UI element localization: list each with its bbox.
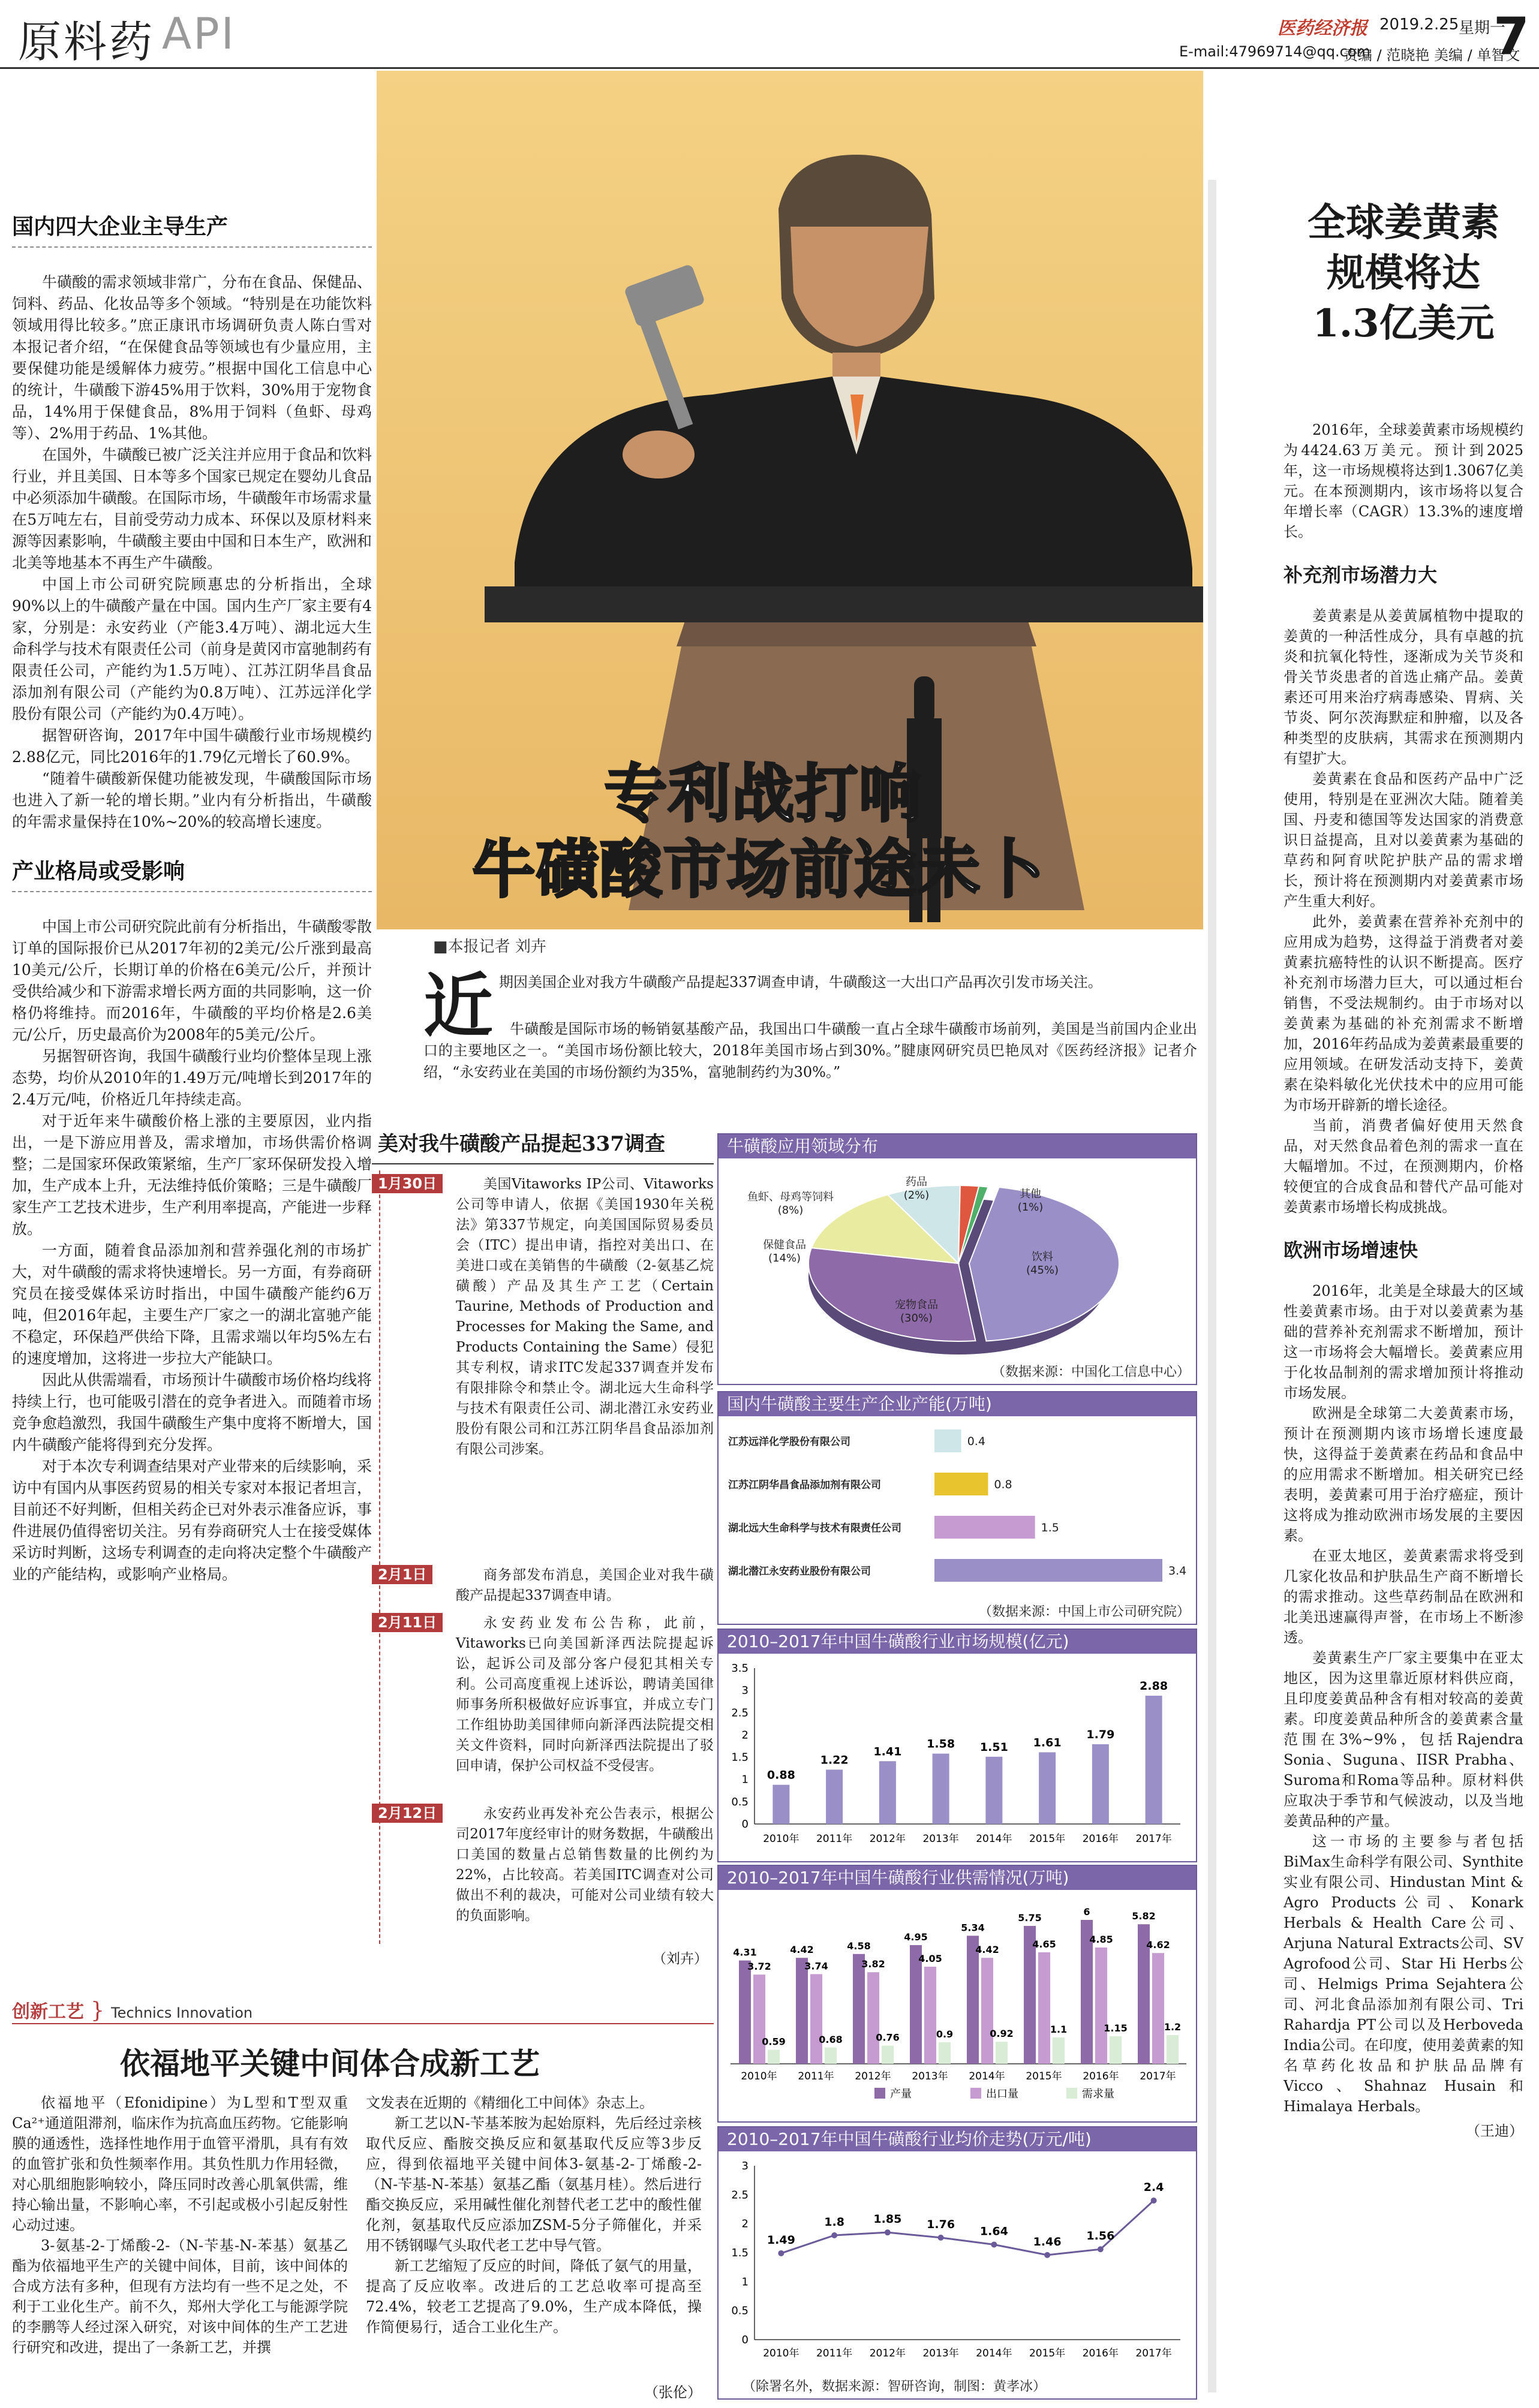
bar-value: 5.82 xyxy=(1132,1910,1156,1922)
process-signoff: （张伦） xyxy=(644,2384,702,2401)
y-tick: 0 xyxy=(741,2334,749,2346)
pie-label: (45%) xyxy=(1026,1264,1059,1277)
byline: ■本报记者 刘卉 xyxy=(433,938,546,956)
bar xyxy=(939,2042,951,2064)
lead-text-1: 期因美国企业对我方牛磺酸产品提起337调查申请，牛磺酸这一大出口产品再次引发市场关注。 xyxy=(499,974,1102,991)
bar-value: 0.9 xyxy=(936,2028,954,2040)
x-tick: 2015年 xyxy=(1029,2347,1066,2359)
bar xyxy=(1053,2037,1065,2064)
left-body-2: 中国上市公司研究院此前有分析指出，牛磺酸零散订单的国际报价已从2017年初的2美元/公斤涨到最高10美元/公斤，长期订单的价格在6美元/公斤，并预计受供给减少和下游需求增长两方面的共同影响，这一价格仍将维持。而2016年，牛磺酸的平均价格是2.6美元/公斤，历史最高价为2008年的5美元/公斤。 另据智研咨询，我国牛磺酸行业均价整体呈现上涨态势，均价从2010年的1.49万元/吨增长到2017年的2.4万元/吨，价格近几年持续走高。 对于近年来牛磺酸价格上涨的主要原因，业内指出，一是下游应用普及，需求增加，市场供需价格调整；二是国家环保政策紧缩，生产厂家环保研发投入增加，生产成本上升，无法维持低价策略；三是牛磺酸厂家生产工艺技术进步，生产利用率提高，产能进一步释放。 一方面，随着食品添加剂和营养强化剂的市场扩大，对牛磺酸的需求将快速增长。另一方面，有券商研究员在接受媒体采访时指出，中国牛磺酸产能约6万吨，但2016年起，主要生产厂家之一的湖北富驰产能不稳定，环保趋严供给下降，且需求端以年均5%左右的速度增加，这将进一步拉大产能缺口。 因此从供需端看，市场预计牛磺酸市场价格均线将持续上行，也可能吸引潜在的竞争者进入。而随着市场竞争愈趋激烈，我国牛磺酸生产集中度将不断增大，国内牛磺酸产能将得到充分发挥。 对于本次专利调查结果对产业带来的后续影响，采访中有国内从事医药贸易的相关专家对本报记者坦言，目前还不好判断，但相关药企已对外表示准备应诉，事件进展仍值得密切关注。另有券商研究人士在接受媒体采访时判断，这场专利调查的走向将决定整个牛磺酸产业的产能结构，或影响产业格局。 xyxy=(12,918,372,1583)
x-tick: 2014年 xyxy=(969,2070,1005,2082)
bar-value: 4.42 xyxy=(975,1944,999,1956)
bar-value: 0.92 xyxy=(990,2028,1014,2040)
pie-label: 饮料 xyxy=(1032,1251,1053,1263)
price-value: 1.76 xyxy=(927,2217,955,2231)
price-value: 1.56 xyxy=(1086,2229,1115,2243)
x-tick: 2010年 xyxy=(741,2070,777,2082)
y-tick: 0 xyxy=(741,1818,749,1831)
y-tick: 3.5 xyxy=(731,1662,749,1675)
bar-value: 1.79 xyxy=(1086,1728,1115,1742)
x-tick: 2012年 xyxy=(869,1833,906,1845)
paper-logo: 医药经济报 xyxy=(1278,18,1367,39)
bar-value: 3.74 xyxy=(804,1960,828,1972)
price-value: 1.49 xyxy=(767,2233,795,2247)
bar xyxy=(1167,2035,1179,2064)
price-point xyxy=(1151,2198,1157,2204)
capacity-chart-title: 国内牛磺酸主要生产企业产能(万吨) xyxy=(719,1392,1196,1416)
x-tick: 2012年 xyxy=(869,2347,906,2359)
pie-label: 保健食品 xyxy=(763,1239,806,1251)
right-headline-line-2: 规模将达 xyxy=(1327,251,1480,296)
price-point xyxy=(831,2232,837,2238)
hbar-category: 湖北远大生命科学与技术有限责任公司 xyxy=(728,1522,901,1534)
bar xyxy=(753,1974,765,2064)
bar xyxy=(1092,1744,1109,1824)
bar xyxy=(996,2042,1008,2064)
price-value: 2.4 xyxy=(1143,2181,1164,2194)
bar-value: 4.62 xyxy=(1146,1939,1170,1951)
x-tick: 2015年 xyxy=(1029,1833,1066,1845)
price-point xyxy=(885,2229,891,2235)
bar-value: 4.95 xyxy=(904,1931,928,1943)
bar-value: 4.05 xyxy=(918,1953,942,1964)
pie-label: 药品 xyxy=(906,1176,927,1188)
legend-swatch xyxy=(970,2088,981,2099)
process-tag-en: Technics Innovation xyxy=(111,2004,253,2021)
bar-value: 1.41 xyxy=(873,1745,902,1759)
hbar-bar xyxy=(934,1429,961,1452)
x-tick: 2014年 xyxy=(976,2347,1012,2359)
bar-value: 2.88 xyxy=(1140,1679,1168,1693)
legend-label: 出口量 xyxy=(986,2088,1018,2100)
pie-chart xyxy=(717,1133,1197,1385)
bar-value: 6 xyxy=(1083,1906,1090,1918)
bar xyxy=(1110,2036,1122,2064)
timeline-item xyxy=(372,1174,714,1459)
left-heading-1: 国内四大企业主导生产 xyxy=(12,214,229,239)
timeline-signoff: （刘卉） xyxy=(653,1951,708,1967)
hbar-bar xyxy=(934,1516,1035,1539)
market-size-chart xyxy=(717,1629,1197,1862)
y-tick: 3 xyxy=(741,2160,749,2172)
hero-headline-2: 牛磺酸市场前途未卜 xyxy=(473,832,1045,906)
right-body-1: 姜黄素是从姜黄属植物中提取的姜黄的一种活性成分，具有卓越的抗炎和抗氧化特性，逐渐成为关节炎和骨关节炎患者的首选止痛产品。姜黄素还可用来治疗病毒感染、胃病、关节炎、阿尔茨海默症和肿瘤，以及各种类型的皮肤病，其需求在预测期内有望扩大。 姜黄素在食品和医药产品中广泛使用，特别是在亚洲次大陆。随着美国、丹麦和德国等发达国家的消费意识日益提高，且对以姜黄素为基础的草药和阿育吠陀护肤产品的需求增长，预计将在预测期内对姜黄素市场产生重大利好。 此外，姜黄素在营养补充剂中的应用成为趋势，这得益于消费者对姜黄素抗癌特性的认识不断提高。医疗补充剂市场潜力巨大，可以通过柜台销售，不受法规制约。由于市场对以姜黄素为基础的补充剂需求不断增加，2016年药品成为姜黄素最重要的应用领域。在研发活动支持下，姜黄素在染料敏化光伏技术中的应用可能为市场开辟新的增长途径。 当前，消费者偏好使用天然食品，对天然食品着色剂的需求一直在大幅增加。不过，在预测期内，价格较便宜的合成食品和替代产品可能对姜黄素市场增长构成挑战。 xyxy=(1283,607,1523,1215)
price-point xyxy=(1044,2252,1050,2258)
price-value: 1.8 xyxy=(824,2216,844,2229)
section-title: 原料药 xyxy=(18,17,155,67)
x-tick: 2010年 xyxy=(763,2347,799,2359)
hbar-bar xyxy=(934,1559,1162,1582)
pie-label: 宠物食品 xyxy=(895,1299,938,1311)
process-tag-bracket: } xyxy=(91,1998,104,2023)
heading-rule xyxy=(12,246,372,248)
bar xyxy=(1039,1752,1056,1824)
market-size-chart-title: 2010–2017年中国牛磺酸行业市场规模(亿元) xyxy=(719,1630,1196,1654)
bar xyxy=(1095,1948,1107,2064)
bar-value: 1.2 xyxy=(1164,2021,1182,2033)
pie-label: (30%) xyxy=(900,1312,933,1325)
left-column xyxy=(12,210,372,1979)
hbar-category: 湖北潜江永安药业股份有限公司 xyxy=(728,1566,871,1578)
x-tick: 2011年 xyxy=(798,2070,834,2082)
capacity-chart xyxy=(717,1391,1197,1625)
bar-value: 5.75 xyxy=(1018,1912,1042,1924)
lead-text-2: 牛磺酸是国际市场的畅销氨基酸产品，我国出口牛磺酸一直占全球牛磺酸市场前列，美国是当前国内企业出口的主要地区之一。“美国市场份额比较大，2018年美国市场占到30%。”腱康网研究员巴艳凤对《医药经济报》记者介绍，“永安药业在美国的市场份额约为35%，富驰制药约为30%。” xyxy=(423,1021,1197,1080)
timeline-date: 1月30日 xyxy=(372,1174,443,1193)
x-tick: 2010年 xyxy=(763,1833,799,1845)
market-size-svg xyxy=(719,1654,1196,1861)
hbar-value: 3.4 xyxy=(1168,1564,1187,1578)
hbar-value: 0.4 xyxy=(967,1435,985,1448)
pie-label: 其他 xyxy=(1020,1188,1041,1200)
right-headline-line-1: 全球姜黄素 xyxy=(1307,200,1499,245)
price-value: 1.85 xyxy=(873,2213,902,2226)
bar xyxy=(810,1974,822,2064)
x-tick: 2016年 xyxy=(1082,2347,1119,2359)
bar-value: 0.68 xyxy=(819,2033,843,2045)
timeline-item xyxy=(372,1613,714,1776)
x-tick: 2017年 xyxy=(1135,1833,1172,1845)
issue-weekday: 星期一 xyxy=(1459,19,1506,37)
bar-value: 4.31 xyxy=(733,1946,757,1958)
bar-value: 1.22 xyxy=(820,1753,849,1767)
pie-label: (2%) xyxy=(903,1189,930,1202)
timeline xyxy=(372,1127,714,1967)
left-heading-2: 产业格局或受影响 xyxy=(12,859,185,884)
right-body-2: 2016年，北美是全球最大的区域性姜黄素市场。由于对以姜黄素为基础的营养补充剂需求不断增加，预计这一市场将会大幅增长。姜黄素应用于化妆品制剂的需求增加预计将推动市场发展。 欧洲是全球第二大姜黄素市场，预计在预测期内该市场增长速度最快，这得益于姜黄素在药品和食品中的应用需求不断增加。相关研究已经表明，姜黄素可用于治疗癌症，预计这将成为推动欧洲市场发展的主要因素。 在亚太地区，姜黄素需求将受到几家化妆品和护肤品生产商不断增长的需求推动。这些草药制品在欧洲和北美迅速赢得声誉，在市场上不断渗透。 姜黄素生产厂家主要集中在亚太地区，因为这里靠近原材料供应商，且印度姜黄品种含有相对较高的姜黄素。印度姜黄品种所含的姜黄素含量范围在3%~9%，包括Rajendra Sonia、Suguna、IISR Prabha、Suroma和Roma等品种。原材料供应取决于季节和气候波动，以及当地姜黄品种的产量。 这一市场的主要参与者包括BiMax生命科学有限公司、Synthite实业有限公司、Hindustan Mint & Agro Products公司、Konark Herbals & Health Care公司、Arjuna Natural Extracts公司、SV Agrofood公司、Star Hi Herbs公司、Helmigs Prima Sejahtera公司、河北食品添加剂有限公司、Tri Rahardja PT公司以及Herboveda India公司。在印度，使用姜黄素的知名草药化妆品和护肤品品牌有Vicco、Shahnaz Husain和Himalaya Herbals。 xyxy=(1283,1283,1523,2115)
left-body-1: 牛磺酸的需求领域非常广，分布在食品、保健品、饲料、药品、化妆品等多个领域。“特别是在功能饮料领域用得比较多。”庶正康讯市场调研负责人陈白雪对本报记者介绍，“在保健食品等领域也有少量应用，主要保健功能是缓解体力疲劳。”根据中国化工信息中心的统计，牛磺酸下游45%用于饮料，30%用于宠物食品，14%用于保健食品，8%用于饲料（鱼虾、母鸡等）、2%用于药品、1%其他。 在国外，牛磺酸已被广泛关注并应用于食品和饮料行业，并且美国、日本等多个国家已规定在婴幼儿食品中必须添加牛磺酸。在国际市场，牛磺酸年市场需求量在5万吨左右，目前受劳动力成本、环保以及原材料来源等因素影响，牛磺酸主要由中国和日本生产，欧洲和北美等地基本不再生产牛磺酸。 中国上市公司研究院顾惠忠的分析指出，全球90%以上的牛磺酸产量在中国。国内生产厂家主要有4家，分别是：永安药业（产能3.4万吨）、湖北远大生命科学与技术有限责任公司（前身是黄冈市富驰制药有限责任公司，产能约为1.5万吨）、江苏江阴华昌食品添加剂有限公司（产能约为0.8万吨）、江苏远洋化学股份有限公司（产能约为0.4万吨）。 据智研咨询，2017年中国牛磺酸行业市场规模约2.88亿元，同比2016年的1.79亿元增长了60.9%。 “随着牛磺酸新保健功能被发现，牛磺酸国际市场也进入了新一轮的增长期。”业内有分析指出，牛磺酸的年需求量保持在10%~20%的较高增长速度。 xyxy=(12,273,372,830)
right-headline-line-3: 1.3亿美元 xyxy=(1312,301,1495,346)
legend-swatch xyxy=(1066,2088,1077,2099)
pie-label: (14%) xyxy=(768,1252,801,1265)
price-point xyxy=(938,2235,944,2241)
pie-label: (1%) xyxy=(1017,1201,1044,1214)
x-tick: 2016年 xyxy=(1083,2070,1119,2082)
price-point xyxy=(991,2241,997,2247)
right-signoff: （王迪） xyxy=(1466,2123,1523,2139)
legend-label: 需求量 xyxy=(1082,2088,1114,2100)
hbar-bar xyxy=(934,1473,988,1495)
bar xyxy=(882,2046,894,2064)
timeline-text: 永安药业发布公告称，此前，Vitaworks已向美国新泽西法院提起诉讼，起诉公司及部分客户侵犯其相关专利。公司高度重视上述诉讼，聘请美国律师事务所积极做好应诉事宜，并成立专门工作组协助美国律师向新泽西法院提交相关文件资料，同时向新泽西法院提出了驳回申请，保护公司权益不受侵害。 xyxy=(456,1615,714,1774)
x-tick: 2017年 xyxy=(1135,2347,1172,2359)
timeline-date: 2月1日 xyxy=(372,1565,432,1584)
process-tag xyxy=(12,1997,714,2024)
legend-label: 产量 xyxy=(890,2088,912,2100)
bar-value: 3.82 xyxy=(861,1958,885,1970)
bar xyxy=(826,1769,843,1824)
price-trend-chart-title: 2010–2017年中国牛磺酸行业均价走势(万元/吨) xyxy=(719,2127,1196,2151)
bar-value: 4.58 xyxy=(847,1940,871,1952)
y-tick: 2.5 xyxy=(731,2189,749,2202)
heading-rule xyxy=(12,891,372,892)
y-tick: 1 xyxy=(741,2275,749,2289)
x-tick: 2012年 xyxy=(855,2070,891,2082)
price-trend-svg xyxy=(719,2151,1196,2379)
right-rule xyxy=(1208,180,1216,2392)
pie-chart-source: （数据来源：中国化工信息中心） xyxy=(991,1365,1190,1380)
timeline-text: 永安药业再发补充公告表示，根据公司2017年度经审计的财务数据，牛磺酸出口美国的数量占总销售数量的比例约为22%，占比较高。若美国ITC调查对公司做出不利的裁决，可能对公司业绩有较大的负面影响。 xyxy=(456,1806,714,1924)
x-tick: 2017年 xyxy=(1140,2070,1176,2082)
bar-value: 0.88 xyxy=(767,1768,795,1782)
bar-value: 3.72 xyxy=(747,1961,771,1973)
hero-illustration xyxy=(377,71,1203,929)
price-value: 1.46 xyxy=(1033,2235,1062,2249)
timeline-date: 2月12日 xyxy=(372,1804,443,1823)
hero-headline-1: 专利战打响 xyxy=(605,757,923,830)
bar xyxy=(879,1761,896,1824)
y-tick: 2 xyxy=(741,1729,749,1742)
supply-demand-chart-title: 2010–2017年中国牛磺酸行业供需情况(万吨) xyxy=(719,1866,1196,1890)
y-tick: 0.5 xyxy=(731,2304,749,2317)
price-value: 1.64 xyxy=(979,2225,1008,2238)
right-heading-2: 欧洲市场增速快 xyxy=(1283,1239,1418,1262)
hbar-value: 1.5 xyxy=(1041,1521,1059,1534)
bar xyxy=(985,1757,1002,1824)
x-tick: 2015年 xyxy=(1026,2070,1062,2082)
bar-value: 1.51 xyxy=(979,1740,1008,1754)
bar-value: 1.1 xyxy=(1050,2024,1068,2035)
timeline-text: 美国Vitaworks IP公司、Vitaworks公司等申请人，依据《美国1930年关税法》第337节规定，向美国国际贸易委员会（ITC）提出申请，指控对美出口、在美进口或在美销售的牛磺酸（2-氨基乙烷磺酸）产品及其生产工艺（Certain Taurine, Methods of Production and Processes for Making the Same, and Products Containing the Same）侵犯其专利权，请求ITC发起337调查并发布有限排除令和禁止令。湖北远大生命科学与技术有限责任公司、湖北潜江永安药业股份有限公司和江苏江阴华昌食品添加剂有限公司涉案。 xyxy=(456,1176,714,1457)
timeline-date: 2月11日 xyxy=(372,1613,443,1632)
x-tick: 2011年 xyxy=(816,2347,853,2359)
right-intro: 2016年，全球姜黄素市场规模约为4424.63万美元。预计到2025年，这一市场规模将达到1.3067亿美元。在本预测期内，该市场将以复合年增长率（CAGR）13.3%的速度增长。 xyxy=(1283,422,1523,540)
bar xyxy=(739,1961,751,2064)
bar xyxy=(1152,1953,1164,2064)
page-number: 7 xyxy=(1493,7,1529,67)
dropcap: 近 xyxy=(423,965,493,1047)
price-point xyxy=(1098,2246,1104,2252)
y-tick: 3 xyxy=(741,1684,749,1697)
bar-value: 1.58 xyxy=(927,1737,955,1751)
bar xyxy=(768,2049,780,2064)
price-trend-chart xyxy=(717,2126,1197,2400)
process-tag-cn: 创新工艺 xyxy=(12,2001,84,2022)
bar-value: 0.76 xyxy=(876,2031,900,2043)
bar xyxy=(1146,1696,1162,1824)
timeline-item xyxy=(372,1565,714,1606)
pie-label: (8%) xyxy=(777,1204,804,1217)
bar xyxy=(981,1958,993,2064)
hbar-value: 0.8 xyxy=(994,1478,1012,1491)
timeline-item xyxy=(372,1804,714,1926)
bar xyxy=(933,1754,949,1824)
pie-chart-title: 牛磺酸应用领域分布 xyxy=(719,1134,1196,1158)
bar-value: 0.59 xyxy=(762,2036,786,2048)
y-tick: 0.5 xyxy=(731,1795,749,1808)
x-tick: 2016年 xyxy=(1082,1833,1119,1845)
capacity-svg xyxy=(719,1416,1196,1602)
y-tick: 1.5 xyxy=(731,1751,749,1764)
pie-label: 鱼虾、母鸡等饲料 xyxy=(747,1191,834,1203)
right-headline-box xyxy=(1283,198,1523,390)
process-section xyxy=(12,1997,714,2404)
hbar-category: 江苏江阴华昌食品添加剂有限公司 xyxy=(728,1479,881,1491)
legend-swatch xyxy=(874,2088,885,2099)
process-col-1: 依福地平（Efonidipine）为L型和T型双重Ca²⁺通道阻滞剂，临床作为抗高血压药物。它能影响膜的通透性，选择性地作用于血管平滑肌，具有有效的血管扩张和负性频率作用。其负性肌力作用轻微，对心肌细胞影响较小，降压同时改善心肌氧供需，维持心输出量，不影响心率，不引起或极小引起反射性心动过速。 3-氨基-2-丁烯酸-2-（N-苄基-N-苯基）氨基乙酯为依福地平生产的关键中间体，目前，该中间体的合成方法有多种，但现有方法均有一些不足之处，不利于工业化生产。前不久，郑州大学化工与能源学院的李鹏等人经过深入研究，对该中间体的生产工艺进行研究和改进，提出了一条新工艺，并撰 xyxy=(12,2094,348,2356)
bar xyxy=(924,1967,936,2064)
section-title-en: API xyxy=(162,8,236,59)
y-tick: 2.5 xyxy=(731,1706,749,1720)
right-heading-1: 补充剂市场潜力大 xyxy=(1283,564,1438,586)
lead xyxy=(423,965,1197,1121)
hbar-category: 江苏远洋化学股份有限公司 xyxy=(728,1436,850,1448)
y-tick: 1 xyxy=(741,1773,749,1786)
pie-svg xyxy=(719,1158,1196,1356)
bar xyxy=(796,1958,808,2064)
process-headline: 依福地平关键中间体合成新工艺 xyxy=(120,2046,540,2081)
x-tick: 2014年 xyxy=(976,1833,1012,1845)
price-point xyxy=(778,2250,784,2256)
process-col-2: 文发表在近期的《精细化工中间体》杂志上。 新工艺以N-苄基苯胺为起始原料，先后经过亲核取代反应、酯胺交换反应和氨基取代反应等3步反应，得到依福地平关键中间体3-氨基-2-丁烯酸-2-（N-苄基-N-苯基）氨基乙酯（氨基月桂）。然后进行酯交换反应，采用碱性催化剂替代老工艺中的酸性催化剂，氨基取代反应添加ZSM-5分子筛催化，并采用不锈钢曝气头取代老工艺中导气管。 新工艺缩短了反应的时间，降低了氨气的用量，提高了反应收率。改进后的工艺总收率可提高至72.4%，较老工艺提高了9.0%，生产成本降低，操作简便易行，适合工业化生产。 xyxy=(366,2094,702,2335)
timeline-title: 美对我牛磺酸产品提起337调查 xyxy=(378,1132,665,1156)
bar xyxy=(825,2048,837,2064)
bar-value: 1.15 xyxy=(1104,2022,1128,2034)
bar-value: 1.61 xyxy=(1033,1736,1062,1750)
bar xyxy=(867,1972,879,2064)
x-tick: 2013年 xyxy=(912,2070,948,2082)
contact-email: E-mail:47969714@qq.com xyxy=(1179,43,1370,60)
price-trend-source: （除署名外，数据来源：智研咨询，制图：黄孝冰） xyxy=(743,2379,1047,2394)
x-tick: 2013年 xyxy=(922,2347,959,2359)
y-tick: 2 xyxy=(741,2217,749,2231)
timeline-rule xyxy=(372,1163,714,1164)
supply-demand-chart xyxy=(717,1865,1197,2123)
masthead xyxy=(0,0,1539,69)
x-tick: 2011年 xyxy=(816,1833,853,1845)
supply-demand-svg xyxy=(719,1890,1196,2121)
bar xyxy=(1038,1952,1050,2064)
bar-value: 4.42 xyxy=(790,1944,814,1956)
bar-value: 4.85 xyxy=(1089,1934,1113,1945)
x-tick: 2013年 xyxy=(922,1833,959,1845)
timeline-text: 商务部发布消息，美国企业对我牛磺酸产品提起337调查申请。 xyxy=(456,1567,714,1603)
bar xyxy=(853,1954,865,2064)
bar-value: 4.65 xyxy=(1032,1939,1056,1950)
capacity-chart-source: （数据来源：中国上市公司研究院） xyxy=(978,1605,1190,1620)
editors: 责编 / 范晓艳 美编 / 单智文 xyxy=(1343,47,1520,64)
issue-date: 2019.2.25 xyxy=(1379,16,1459,34)
right-column xyxy=(1283,420,1523,2404)
bar xyxy=(772,1785,789,1824)
y-tick: 1.5 xyxy=(731,2247,749,2259)
bar-value: 5.34 xyxy=(961,1922,985,1934)
